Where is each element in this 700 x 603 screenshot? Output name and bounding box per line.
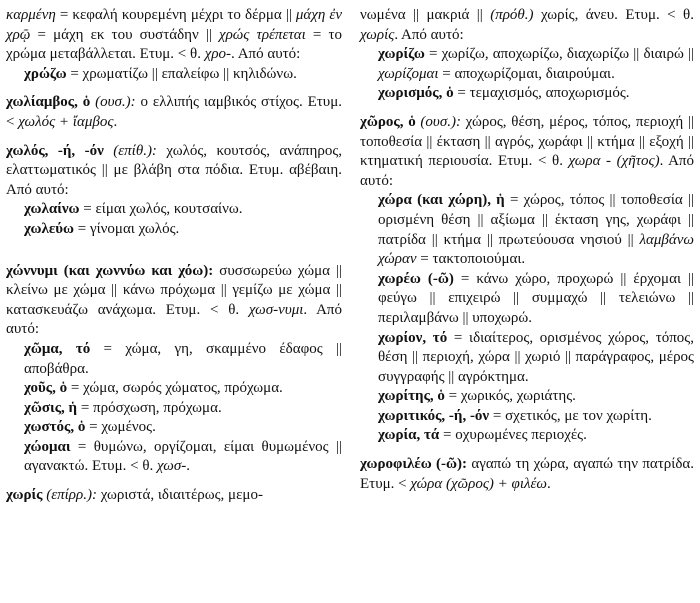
italic-note: χωρίζομαι [378, 65, 439, 82]
italic-note: (επίρρ.): [42, 487, 97, 504]
right-entry [360, 45, 694, 84]
definition-text: = κάνω χώρο, προχωρώ || έρχομαι || φεύγω || επιχειρώ || συμμαχώ || τελειώνω || περιλαμβάνω || υποχωρώ. [378, 270, 695, 326]
italic-note: χωρα - (χῆτος) [568, 153, 660, 170]
right-entry [360, 426, 694, 446]
definition-text: . [113, 113, 118, 130]
definition-text: = χώρος, τόπος || τοποθεσία || ορισμένη θέση || αξίωμα || έκταση γης, χωράφι || πατρίδα || κτήμα || πρωτεύουσα νησιού || [378, 192, 694, 248]
right-entry [360, 455, 694, 494]
italic-note: (πρόθ.) [490, 7, 534, 23]
left-entry [6, 93, 342, 132]
italic-note: μάχη ἐν χρῷ [6, 7, 342, 43]
definition-text: . Από αυτό: [6, 301, 342, 338]
definition-text: ο ελλιπής ιαμβικός στίχος. Ετυμ. < [6, 94, 342, 130]
right-entry [360, 329, 694, 388]
definition-text: χώρος, θέση, μέρος, τόπος, περιοχή || τοποθεσία || έκταση || αγρός, χωράφι || κτήμα || εξοχή || κτηματική περιουσία. Ετυμ. < θ. [360, 113, 694, 170]
definition-text: = χρωματίζω || επαλείφω || κηλιδώνω. [66, 65, 297, 82]
headword: χώννυμι (και χωννύω και χόω): [6, 262, 214, 279]
right-entry [360, 113, 694, 191]
headword: χοῦς, ὁ [24, 380, 68, 397]
definition-text: = ιδιαίτερος, ορισμένος χώρος, τόπος, θέση || περιοχή, χώρα || χωριό || παράγραφος, μέρος συγγραφής || αγρόκτημα. [378, 329, 694, 385]
italic-note: (ουσ.): [415, 113, 461, 130]
definition-text: . Από αυτό: [394, 26, 464, 43]
left-entry [6, 262, 342, 340]
italic-note: χρο- [204, 46, 232, 63]
definition-text: = χώμα, γη, σκαμμένο έδαφος || αποβάθρα. [24, 340, 342, 377]
headword: χώρα (και χώρη), ἡ [378, 192, 505, 209]
definition-text: = χωρίζω, αποχωρίζω, διαχωρίζω || διαιρώ || [424, 46, 694, 63]
italic-note: λαμβάνω χώραν [378, 231, 694, 268]
headword: χωριτικός, -ή, -όν [378, 407, 490, 424]
left-entry [6, 200, 342, 220]
definition-text: = αποχωρίζομαι, διαιρούμαι. [438, 65, 615, 82]
headword: χωλός, -ή, -όν [6, 142, 104, 159]
headword: χωρίον, τό [378, 329, 448, 346]
definition-text: = σχετικός, με τον χωρίτη. [489, 407, 652, 424]
definition-text: . Από αυτό: [231, 46, 301, 63]
definition-text: = οχυρωμένες περιοχές. [439, 427, 587, 444]
italic-note: χωσ-νυμι [248, 301, 304, 318]
definition-text: = κεφαλή κουρεμένη μέχρι το δέρμα || [55, 7, 296, 23]
definition-text: συσσωρεύω χώμα || κλείνω με χώμα || κάνω πρόχωμα || γεμίζω με χώμα || κατασκευάζω ανάχωμα. Ετυμ. < θ. [6, 262, 343, 318]
left-entry [6, 6, 342, 65]
italic-note: χώρα (χῶρος) + φιλέω [410, 475, 548, 492]
right-entry [360, 270, 694, 329]
definition-text: = χωρικός, χωριάτης. [444, 388, 576, 405]
definition-text: χωλός, κουτσός, ανάπηρος, ελαττωματικός || με βλάβη στα πόδια. Ετυμ. αβέβαιη. Από αυτό: [6, 142, 343, 198]
left-entry [6, 399, 342, 419]
headword: χρώζω [24, 65, 67, 82]
right-entry [360, 6, 694, 45]
headword: χωλεύω [24, 220, 74, 237]
definition-text: = είμαι χωλός, κουτσαίνω. [79, 201, 243, 218]
definition-text: αγαπώ τη χώρα, αγαπώ την πατρίδα. Ετυμ. < [360, 456, 694, 492]
definition-text: = πρόσχωση, πρόχωμα. [77, 399, 222, 416]
headword: χωροφιλέω (-ῶ): [360, 456, 468, 473]
left-entry [6, 418, 342, 438]
italic-note: (ουσ.): [90, 94, 136, 111]
headword: χωρίς [6, 487, 43, 504]
definition-text: = τακτοποιούμαι. [416, 251, 526, 268]
right-entry [360, 84, 694, 104]
definition-text: = θυμώνω, οργίζομαι, είμαι θυμωμένος || αγανακτώ. Ετυμ. < θ. [24, 438, 342, 475]
headword: χωστός, ὁ [24, 419, 86, 436]
italic-note: (επίθ.): [103, 142, 157, 159]
left-entry [6, 65, 342, 85]
definition-text: = γίνομαι χωλός. [74, 220, 180, 237]
right-entry [360, 191, 694, 269]
definition-text: χωριστά, ιδιαιτέρως, μεμο- [96, 487, 263, 504]
definition-text: = τεμαχισμός, αποχωρισμός. [453, 85, 630, 102]
italic-note: χωλός + ἴαμβος [18, 113, 114, 130]
right-entry [360, 407, 694, 427]
left-entry [6, 486, 342, 506]
definition-text: = χώμα, σωρός χώματος, πρόχωμα. [67, 380, 283, 397]
headword: χωρίτης, ὁ [378, 388, 445, 405]
italic-note: καρμένη [6, 7, 56, 23]
headword: χωρία, τά [378, 427, 440, 444]
left-entry [6, 340, 342, 379]
left-entry [6, 142, 342, 201]
definition-text: . Από αυτό: [360, 153, 694, 189]
headword: χωρέω (-ῶ) [378, 270, 454, 287]
italic-note: χρώς τρέπεται [219, 26, 306, 43]
definition-text: νωμένα || μακριά || [360, 7, 491, 23]
left-entry [6, 438, 342, 477]
headword: χωρίζω [378, 46, 425, 63]
definition-text: = μάχη εκ του συστάδην || [30, 26, 219, 43]
definition-text: . [547, 475, 551, 492]
left-entry [6, 220, 342, 240]
headword: χωλαίνω [24, 201, 80, 218]
left-entry [6, 379, 342, 399]
definition-text: . [186, 458, 191, 475]
headword: χῶμα, τό [24, 340, 91, 357]
definition-text: χωρίς, άνευ. Ετυμ. < θ. [533, 7, 694, 23]
right-entry [360, 387, 694, 407]
definition-text: = χωμένος. [85, 419, 156, 436]
headword: χῶρος, ὁ [360, 113, 416, 130]
headword: χωρισμός, ὁ [378, 85, 454, 102]
definition-text: = το χρώμα μεταβάλλεται. Ετυμ. < θ. [6, 26, 342, 63]
italic-note: χωσ- [157, 458, 187, 475]
headword: χῶσις, ἡ [24, 399, 78, 416]
right-column [360, 6, 694, 494]
headword: χώομαι [24, 438, 71, 455]
italic-note: χωρίς [360, 26, 395, 43]
headword: χωλίαμβος, ὁ [6, 94, 91, 111]
left-column [6, 6, 342, 506]
